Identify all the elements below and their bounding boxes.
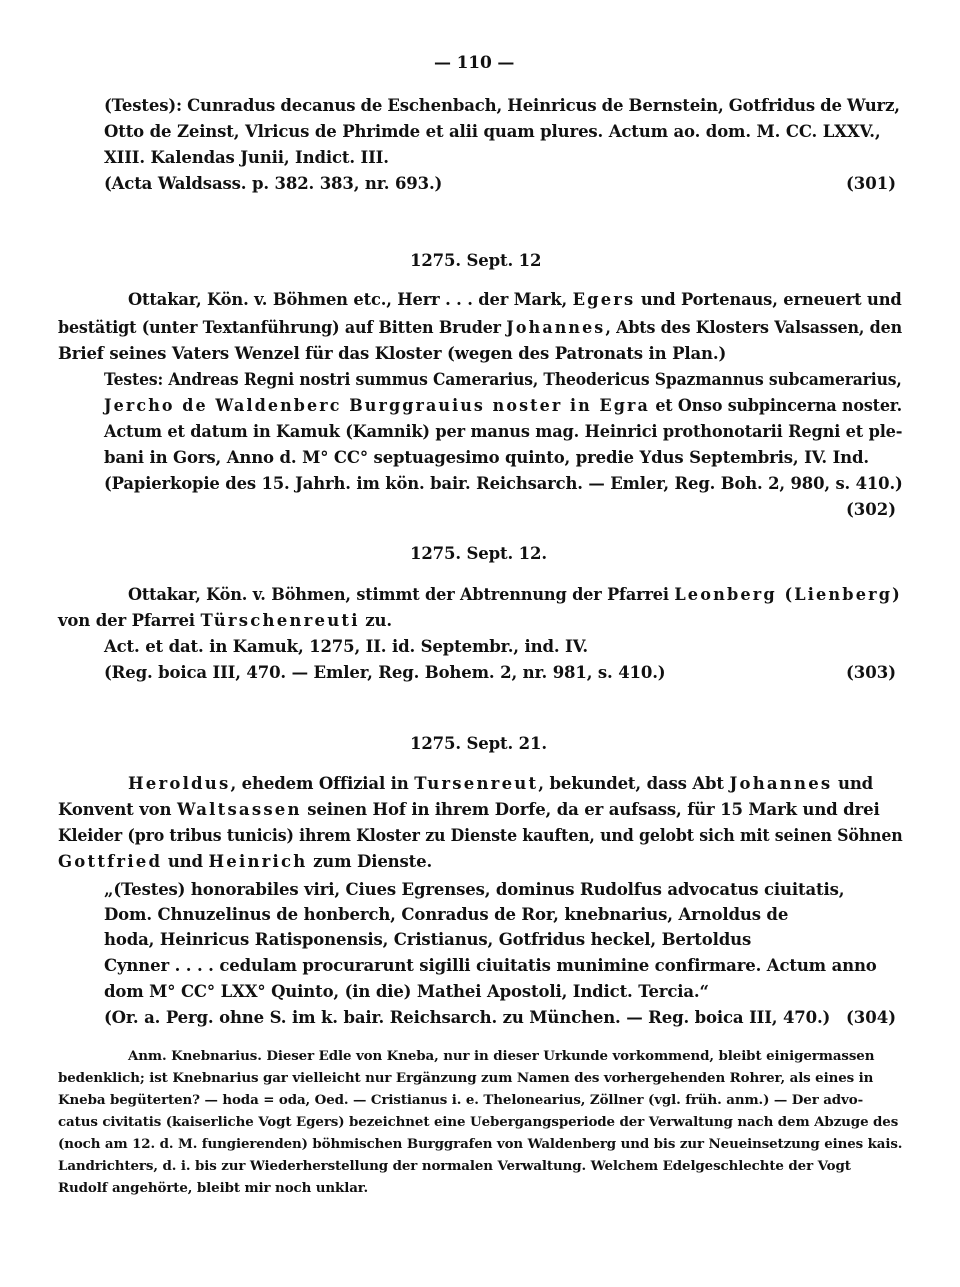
- doc302-line-4: Testes: Andreas Regni nostri summus Camerarius, Theodericus Spazmannus subcamerarius,: [104, 370, 902, 389]
- doc304-l4b: und: [162, 852, 209, 871]
- doc304-l1a: Heroldus: [128, 774, 231, 793]
- word: Gotfridus: [728, 96, 815, 115]
- doc304-l2a: Konvent von: [58, 800, 177, 819]
- doc302-l1b: Egers: [572, 290, 636, 309]
- doc304-line-9: dom M° CC° LXX° Quinto, (in die) Mathei Apostoli, Indict. Tercia.“: [104, 982, 709, 1001]
- doc304-line-5: „(Testes) honorabiles viri, Ciues Egrenses, dominus Rudolfus advocatus ciuitatis,: [104, 880, 845, 899]
- doc304-l2b: Waltsassen: [176, 800, 302, 819]
- doc304-date: 1275. Sept. 21.: [410, 734, 547, 753]
- doc302-line-5: [104, 396, 902, 416]
- doc304-line-7: hoda, Heinricus Ratisponensis, Cristianus, Gotfridus heckel, Bertoldus: [104, 930, 752, 949]
- doc304-line-6: Dom. Chnuzelinus de honberch, Conradus de Ror, knebnarius, Arnoldus de: [104, 905, 789, 924]
- doc301-line-2: Otto de Zeinst, Vlricus de Phrimde et alii quam plures. Actum ao. dom. M. CC. LXXV.,: [104, 122, 881, 141]
- word: Cunradus: [187, 96, 276, 115]
- doc304-l1c: Tursenreut: [414, 774, 539, 793]
- doc302-line-2: [58, 318, 902, 338]
- doc302-number: (302): [846, 500, 897, 519]
- word: (Testes):: [104, 96, 182, 115]
- doc303-number: (303): [846, 663, 897, 682]
- word: de: [360, 96, 383, 115]
- doc302-l1c: und Portenaus, erneuert und: [635, 290, 902, 309]
- doc303-line-3: Act. et dat. in Kamuk, 1275, II. id. Septembr., ind. IV.: [104, 637, 588, 656]
- doc302-line-8: (Papierkopie des 15. Jahrh. im kön. bair. Reichsarch. — Emler, Reg. Boh. 2, 980, s. 410.): [104, 474, 903, 493]
- doc303-l1a: Ottakar, Kön. v. Böhmen, stimmt der Abtrennung der Pfarrei: [128, 585, 675, 604]
- word: Bernstein,: [628, 96, 724, 115]
- doc302-l2b: Johannes: [506, 318, 606, 337]
- doc304-l1f: und: [832, 774, 874, 793]
- doc301-number: (301): [846, 174, 897, 193]
- doc302-line-3: Brief seines Vaters Wenzel für das Kloster (wegen des Patronats in Plan.): [58, 344, 727, 363]
- doc304-l1b: , ehedem Offizial in: [230, 774, 415, 793]
- doc304-number: (304): [846, 1008, 897, 1027]
- note-line-1: Anm. Knebnarius. Dieser Edle von Kneba, nur in dieser Urkunde vorkommend, bleibt einigermassen: [128, 1048, 875, 1064]
- doc302-l5a: Jercho de Waldenberc Burggrauius noster in Egra: [104, 396, 650, 415]
- doc302-line-7: bani in Gors, Anno d. M° CC° septuagesimo quinto, predie Ydus Septembris, IV. Ind.: [104, 448, 869, 467]
- doc304-line-3: Kleider (pro tribus tunicis) ihrem Kloster zu Dienste kauften, und gelobt sich mit seinen Söhnen: [58, 826, 903, 845]
- doc303-line-1: [128, 585, 902, 605]
- doc304-line-10: (Or. a. Perg. ohne S. im k. bair. Reichsarch. zu München. — Reg. boica III, 470.): [104, 1008, 831, 1027]
- note-line-2: bedenklich; ist Knebnarius gar vielleicht nur Ergänzung zum Namen des vorhergehenden Rohrer, als eines in: [58, 1070, 874, 1086]
- word: de: [820, 96, 842, 115]
- note-line-6: Landrichters, d. i. bis zur Wiederherstellung der normalen Verwaltung. Welchem Edelgeschlechte der Vogt: [58, 1158, 851, 1174]
- doc303-line-4: (Reg. boica III, 470. — Emler, Reg. Bohem. 2, nr. 981, s. 410.): [104, 663, 666, 682]
- word: Eschenbach,: [387, 96, 503, 115]
- doc304-line-8: Cynner . . . . cedulam procurarunt sigilli ciuitatis munimine confirmare. Actum anno: [104, 956, 877, 975]
- note-line-7: Rudolf angehörte, bleibt mir noch unklar.: [58, 1180, 369, 1196]
- doc303-date: 1275. Sept. 12.: [410, 544, 547, 563]
- doc302-l5b: et Onso subpincerna noster.: [649, 396, 902, 415]
- doc302-l2c: , Abts des Klosters Valsassen, den: [605, 318, 903, 337]
- doc302-line-6: Actum et datum in Kamuk (Kamnik) per manus mag. Heinrici prothonotarii Regni et ple-: [104, 422, 903, 441]
- doc304-line-4: [58, 852, 432, 872]
- doc303-l2a: von der Pfarrei: [58, 611, 201, 630]
- doc301-line-1: [104, 96, 900, 116]
- note-line-4: catus civitatis (kaiserliche Vogt Egers) bezeichnet eine Uebergangsperiode der Verwaltung nach dem Abzuge des: [58, 1114, 899, 1130]
- doc304-l2c: seinen Hof in ihrem Dorfe, da er aufsass, für 15 Mark und drei: [301, 800, 880, 819]
- doc304-l4a: Gottfried: [58, 852, 163, 871]
- doc304-l1d: , bekundet, dass Abt: [538, 774, 730, 793]
- word: Heinricus: [507, 96, 597, 115]
- doc304-l4c: Heinrich: [208, 852, 308, 871]
- doc302-l2a: bestätigt (unter Textanführung) auf Bitten Bruder: [58, 318, 507, 337]
- word: decanus: [280, 96, 356, 115]
- note-line-3: Kneba begüterten? — hoda = oda, Oed. — Cristianus i. e. Thelonearius, Zöllner (vgl. früh. anm.) — Der advo-: [58, 1092, 864, 1108]
- doc303-l2b: Türschenreuti: [200, 611, 360, 630]
- doc303-l2c: zu.: [359, 611, 392, 630]
- doc304-l1e: Johannes: [729, 774, 833, 793]
- doc304-line-1: [128, 774, 873, 794]
- doc302-date: 1275. Sept. 12: [410, 251, 542, 270]
- word: de: [601, 96, 624, 115]
- page-number: — 110 —: [434, 53, 515, 73]
- doc302-l1a: Ottakar, Kön. v. Böhmen etc., Herr . . . der Mark,: [128, 290, 573, 309]
- doc303-line-2: [58, 611, 392, 631]
- doc302-line-1: [128, 290, 902, 310]
- word: Wurz,: [846, 96, 900, 115]
- note-line-5: (noch am 12. d. M. fungierenden) böhmischen Burggrafen von Waldenberg und bis zur Neueinsetzung eines kais.: [58, 1136, 903, 1152]
- doc304-l4d: zum Dienste.: [307, 852, 433, 871]
- doc301-line-4: (Acta Waldsass. p. 382. 383, nr. 693.): [104, 174, 443, 193]
- doc303-l1b: Leonberg (Lienberg): [674, 585, 902, 604]
- doc301-line-3: XIII. Kalendas Junii, Indict. III.: [104, 148, 389, 167]
- doc304-line-2: [58, 800, 880, 820]
